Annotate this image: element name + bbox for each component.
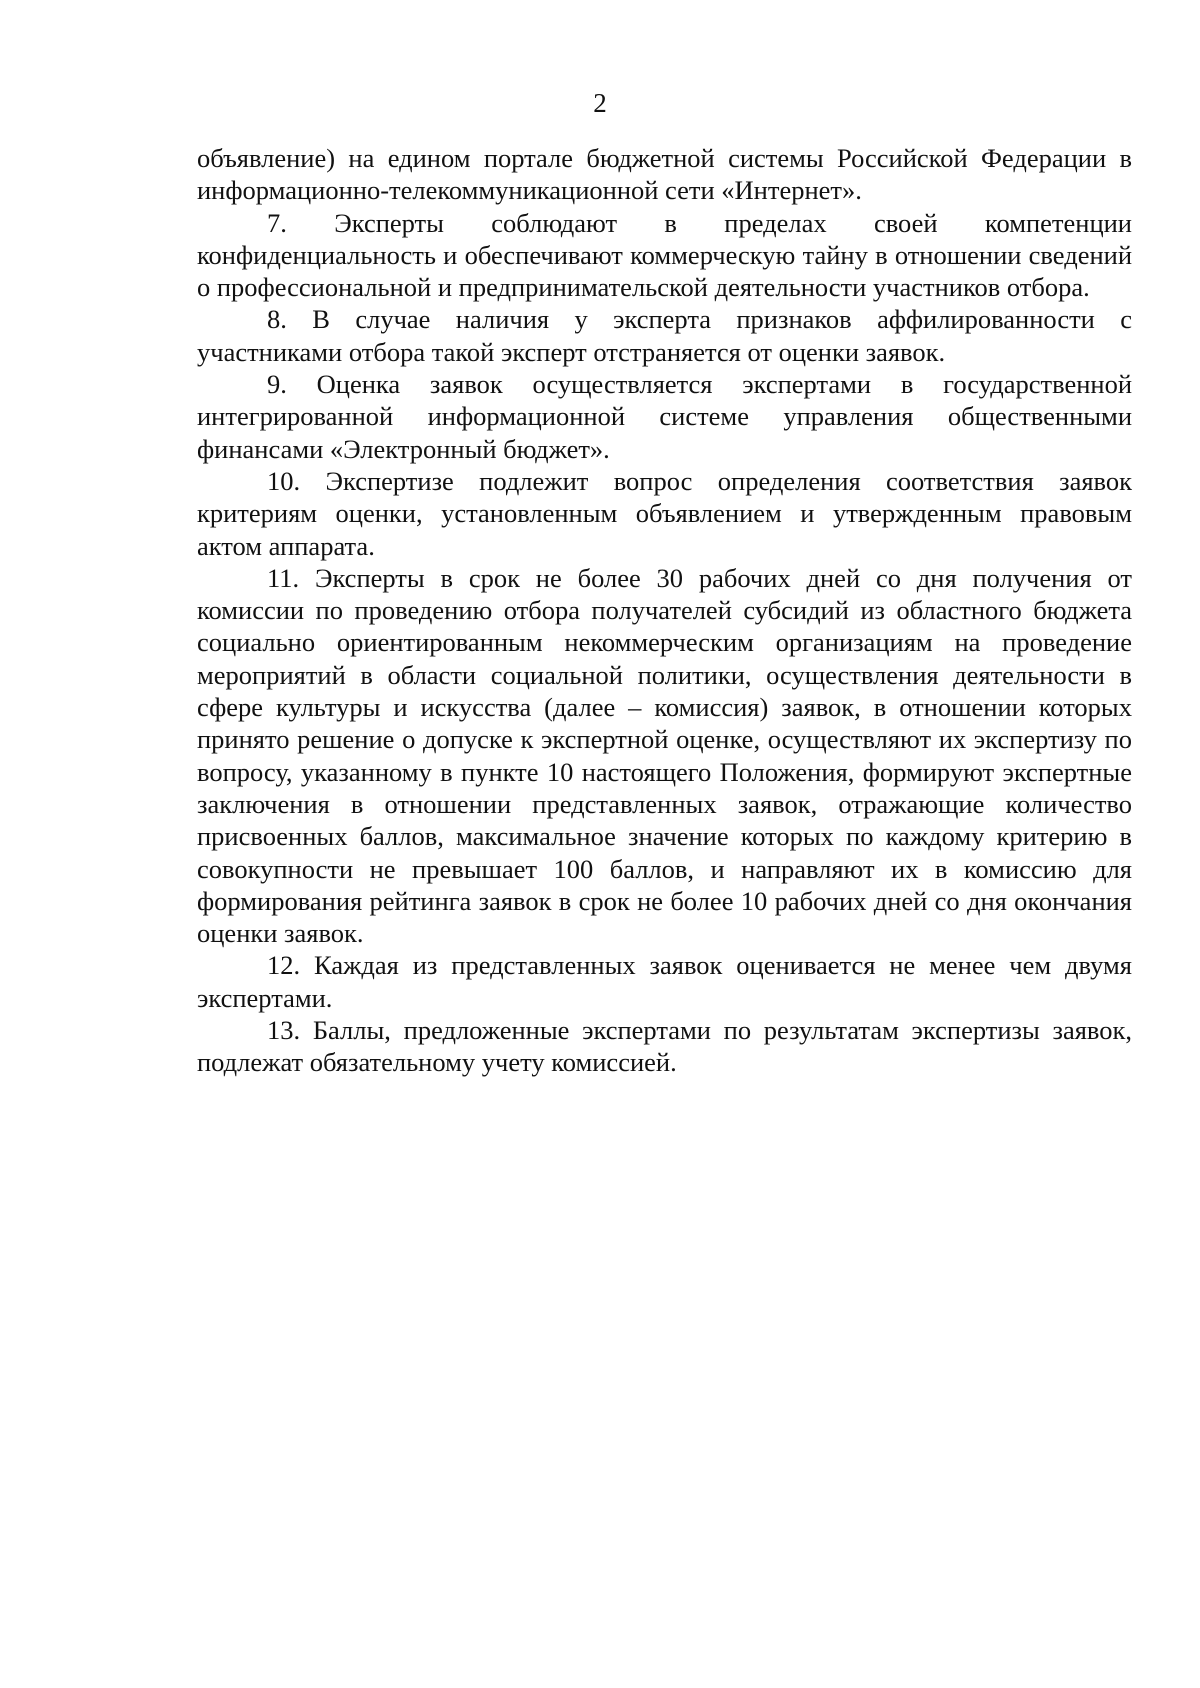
paragraph-8: 8. В случае наличия у эксперта признаков аффилированности с участниками отбора такой эксперт отстраняется от оценки заявок. — [197, 304, 1132, 367]
page-number: 2 — [593, 88, 607, 118]
paragraph-7: 7. Эксперты соблюдают в пределах своей компетенции конфиденциальность и обеспечивают коммерческую тайну в отношении сведений о профессиональной и предпринимательской деятельности участников отбора. — [197, 207, 1132, 303]
paragraph-12: 12. Каждая из представленных заявок оценивается не менее чем двумя экспертами. — [197, 950, 1132, 1013]
paragraph-continuation: объявление) на едином портале бюджетной системы Российской Федерации в информационно-телекоммуникационной сети «Интернет». — [197, 143, 1132, 206]
paragraph-10: 10. Экспертизе подлежит вопрос определения соответствия заявок критериям оценки, установленным объявлением и утвержденным правовым актом аппарата. — [197, 465, 1132, 561]
paragraph-9: 9. Оценка заявок осуществляется экспертами в государственной интегрированной информационной системе управления общественными финансами «Электронный бюджет». — [197, 369, 1132, 464]
document-body — [197, 142, 1132, 1079]
paragraph-13: 13. Баллы, предложенные экспертами по результатам экспертизы заявок, подлежат обязательному учету комиссией. — [197, 1015, 1132, 1078]
paragraph-11: 11. Эксперты в срок не более 30 рабочих дней со дня получения от комиссии по проведению отбора получателей субсидий из областного бюджета социально ориентированным некоммерческим организациям на проведение мероприятий в области социальной политики, осуществления деятельности в сфере культуры и искусства (далее – комиссия) заявок, в отношении которых принято решение о допуске к экспертной оценке, осуществляют их экспертизу по вопросу, указанному в пункте 10 настоящего Положения, формируют экспертные заключения в отношении представленных заявок, отражающие количество присвоенных баллов, максимальное значение которых по каждому критерию в совокупности не превышает 100 баллов, и направляют их в комиссию для формирования рейтинга заявок в срок не более 10 рабочих дней со дня окончания оценки заявок. — [197, 562, 1132, 949]
